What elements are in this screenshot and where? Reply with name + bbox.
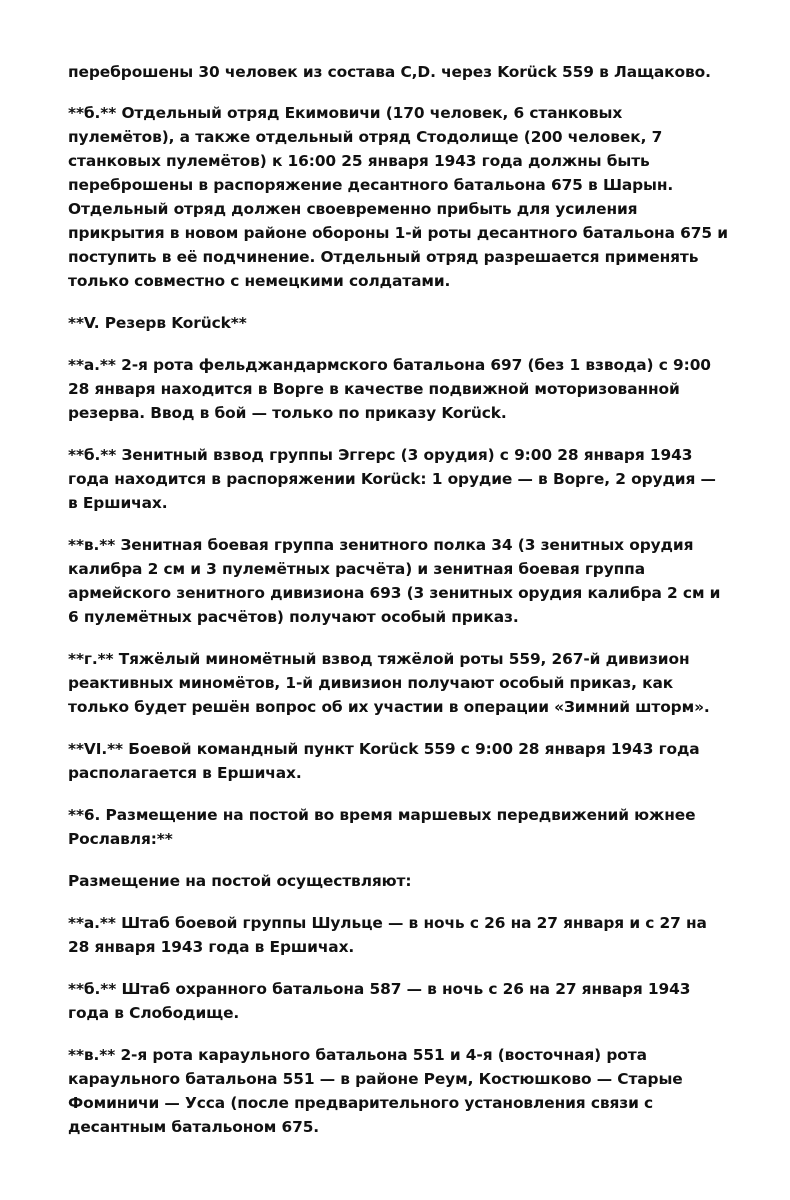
paragraph-b-antiaircraft-platoon: **б.** Зенитный взвод группы Эггерс (3 орудия) с 9:00 28 января 1943 года находится в распоряжении Korück: 1 орудие — в Ворге, 2 орудия — в Ершичах. bbox=[68, 446, 716, 512]
paragraph-v-guard-companies: **в.** 2-я рота караульного батальона 551 и 4-я (восточная) рота караульного батальона 551 — в районе Реум, Костюшково — Старые Фоминичи — Усса (после предварительного установления связи с десантным батальоном 675. bbox=[68, 1046, 683, 1136]
paragraph-quartering-intro: Размещение на постой осуществляют: bbox=[68, 872, 412, 890]
paragraph-a-field-gendarmerie: **а.** 2-я рота фельджандармского батальона 697 (без 1 взвода) с 9:00 28 января находится в Ворге в качестве подвижной моторизованной резерва. Ввод в бой — только по приказу Korück. bbox=[68, 356, 711, 422]
section-heading-reserve: **V. Резерв Korück** bbox=[68, 314, 247, 332]
paragraph-vi-command-post: **VI.** Боевой командный пункт Korück 559 с 9:00 28 января 1943 года располагается в Ершичах. bbox=[68, 740, 700, 782]
paragraph-a-schulze-hq: **а.** Штаб боевой группы Шульце — в ночь с 26 на 27 января и с 27 на 28 января 1943 года в Ершичах. bbox=[68, 914, 707, 956]
paragraph-b-security-battalion: **б.** Штаб охранного батальона 587 — в ночь с 26 на 27 января 1943 года в Слободище. bbox=[68, 980, 691, 1022]
paragraph-transfer-lashchakovo: переброшены 30 человек из состава C,D. через Korück 559 в Лащаково. bbox=[68, 63, 711, 81]
paragraph-g-mortar-platoon: **г.** Тяжёлый миномётный взвод тяжёлой роты 559, 267-й дивизион реактивных миномётов, 1-й дивизион получают особый приказ, как только будет решён вопрос об их участии в операции «Зимний шторм». bbox=[68, 650, 710, 716]
paragraph-b-detachments: **б.** Отдельный отряд Екимовичи (170 человек, 6 станковых пулемётов), а также отдельный отряд Стодолище (200 человек, 7 станковых пулемётов) к 16:00 25 января 1943 года должны быть переброшены в распоряжение десантного батальона 675 в Шарын. Отдельный отряд должен своевременно прибыть для усиления прикрытия в новом районе обороны 1-й роты десантного батальона 675 и поступить в её подчинение. Отдельный отряд разрешается применять только совместно с немецкими солдатами. bbox=[68, 104, 728, 290]
section-heading-quartering: **6. Размещение на постой во время маршевых передвижений южнее Рославля:** bbox=[68, 806, 696, 848]
paragraph-v-antiaircraft-groups: **в.** Зенитная боевая группа зенитного полка 34 (3 зенитных орудия калибра 2 см и 3 пулемётных расчёта) и зенитная боевая группа армейского зенитного дивизиона 693 (3 зенитных орудия калибра 2 см и 6 пулемётных расчётов) получают особый приказ. bbox=[68, 536, 721, 626]
